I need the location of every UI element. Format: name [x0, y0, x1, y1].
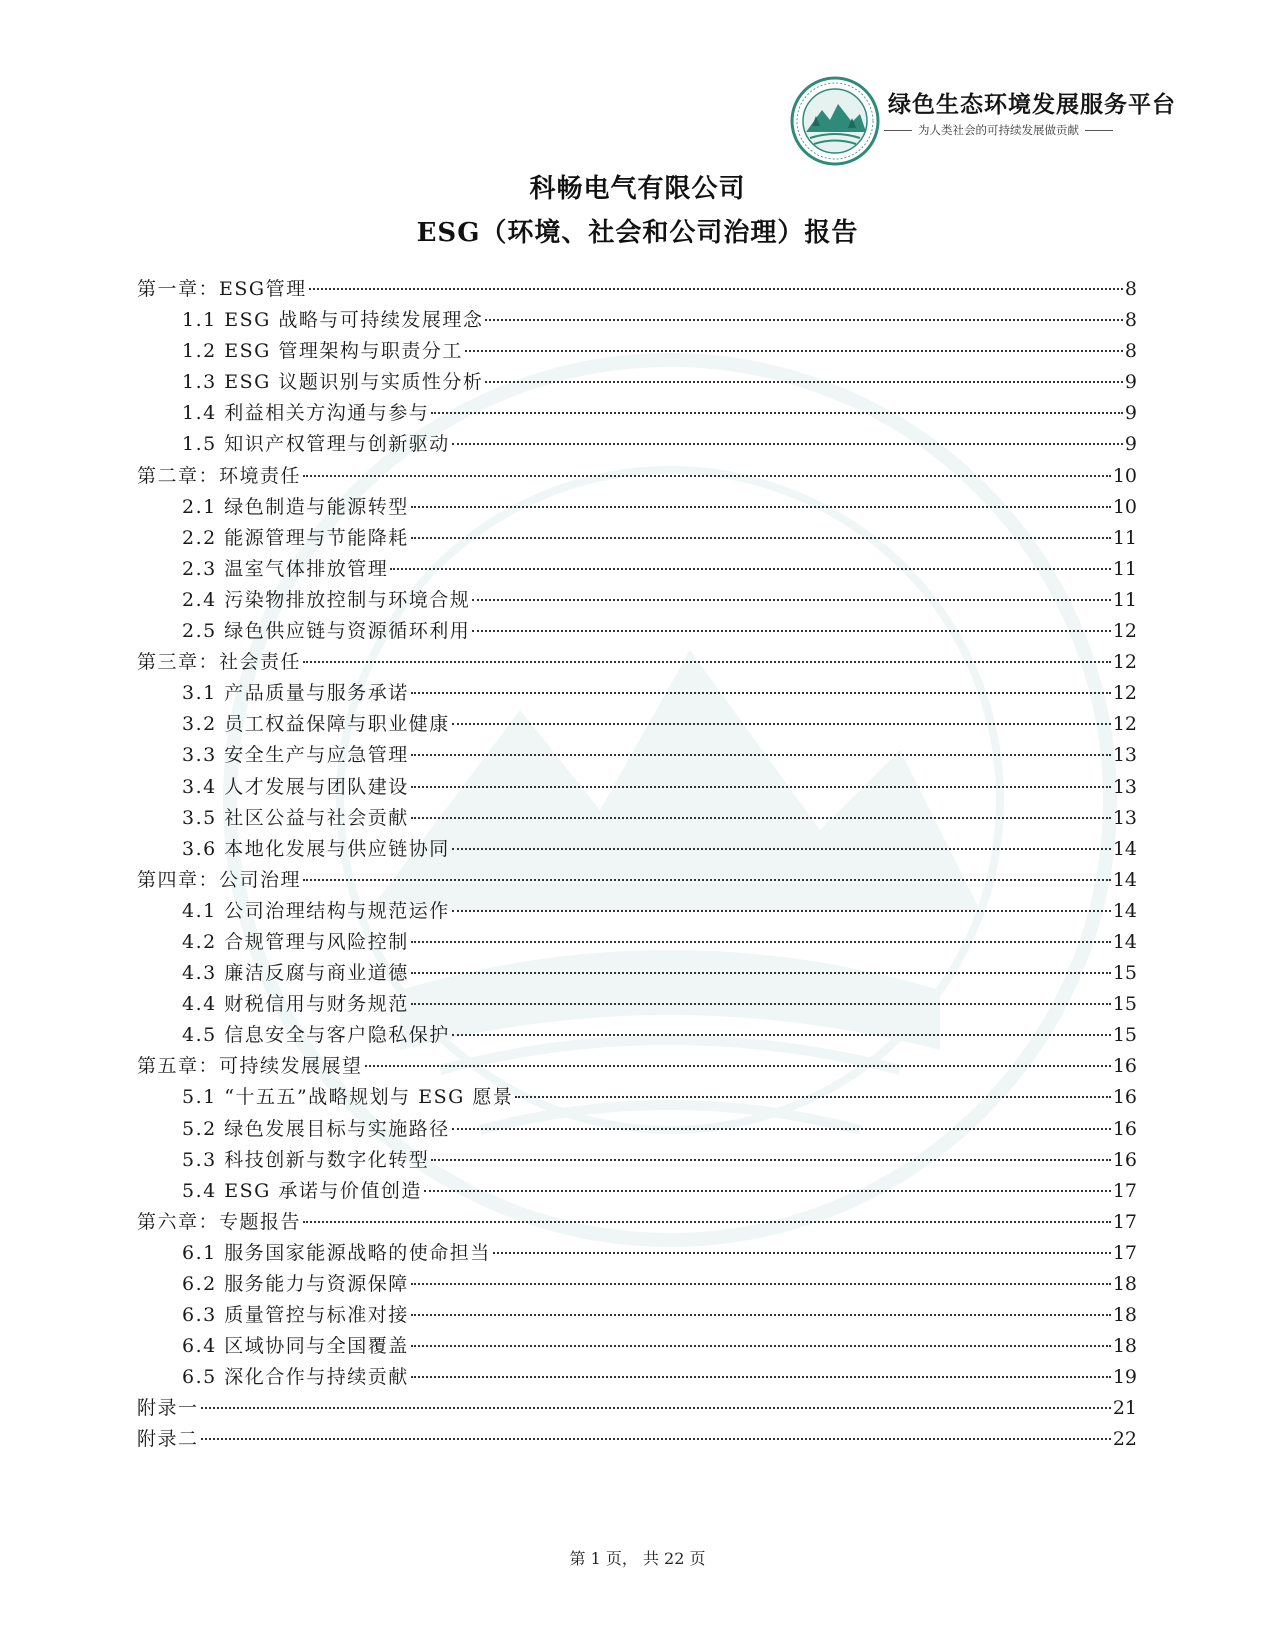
- toc-page-number: 16: [1112, 1117, 1137, 1140]
- toc-dot-leader: [411, 941, 1111, 943]
- toc-dot-leader: [201, 1438, 1111, 1440]
- toc-dot-leader: [472, 599, 1111, 601]
- toc-dot-leader: [411, 1345, 1111, 1347]
- toc-entry-title: 4.1 公司治理结构与规范运作: [182, 899, 450, 922]
- toc-page-number: 15: [1112, 1024, 1137, 1047]
- toc-dot-leader: [485, 381, 1123, 383]
- toc-dot-leader: [411, 817, 1111, 819]
- toc-dot-leader: [303, 661, 1111, 663]
- toc-entry-title: 5.3 科技创新与数字化转型: [182, 1148, 430, 1171]
- toc-entry-title: 6.3 质量管控与标准对接: [182, 1304, 409, 1327]
- toc-page-number: 9: [1124, 371, 1137, 394]
- toc-page-number: 17: [1112, 1210, 1137, 1233]
- toc-section-entry[interactable]: [137, 834, 1137, 865]
- slogan-dash-right: [1085, 130, 1113, 131]
- toc-section-entry[interactable]: [137, 523, 1137, 554]
- toc-dot-leader: [431, 412, 1123, 414]
- toc-section-entry[interactable]: [137, 709, 1137, 740]
- toc-entry-title: 5.4 ESG 承诺与价值创造: [182, 1179, 422, 1202]
- toc-entry-title: 2.1 绿色制造与能源转型: [182, 495, 409, 518]
- toc-entry-title: 3.4 人才发展与团队建设: [182, 775, 409, 798]
- toc-page-number: 12: [1112, 682, 1137, 705]
- toc-page-number: 13: [1112, 806, 1137, 829]
- toc-entry-title: 3.6 本地化发展与供应链协同: [182, 837, 450, 860]
- page-footer: 第 1 页， 共 22 页: [569, 1549, 706, 1568]
- toc-entry-title: 2.2 能源管理与节能降耗: [182, 526, 409, 549]
- toc-entry-title: 2.3 温室气体排放管理: [182, 557, 389, 580]
- toc-page-number: 13: [1112, 775, 1137, 798]
- toc-page-number: 19: [1112, 1366, 1137, 1389]
- brand-name: 绿色生态环境发展服务平台: [888, 92, 1176, 118]
- toc-dot-leader: [465, 350, 1123, 352]
- toc-section-entry[interactable]: [137, 1114, 1137, 1145]
- toc-entry-title: 6.4 区域协同与全国覆盖: [182, 1335, 409, 1358]
- toc-entry-title: 1.3 ESG 议题识别与实质性分析: [182, 371, 484, 394]
- toc-entry-title: 6.1 服务国家能源战略的使命担当: [182, 1241, 491, 1264]
- toc-page-number: 15: [1112, 993, 1137, 1016]
- toc-entry-title: 3.5 社区公益与社会贡献: [182, 806, 409, 829]
- brand-slogan: [884, 122, 1184, 138]
- toc-page-number: 13: [1112, 744, 1137, 767]
- toc-page-number: 15: [1112, 962, 1137, 985]
- toc-section-entry[interactable]: [137, 1362, 1137, 1393]
- toc-dot-leader: [411, 506, 1111, 508]
- toc-entry-title: 附录一: [137, 1397, 199, 1420]
- toc-section-entry[interactable]: [137, 927, 1137, 958]
- toc-chapter-entry[interactable]: [137, 1424, 1137, 1455]
- toc-dot-leader: [452, 1034, 1111, 1036]
- toc-page-number: 11: [1112, 526, 1137, 549]
- toc-section-entry[interactable]: [137, 1300, 1137, 1331]
- toc-section-entry[interactable]: [137, 429, 1137, 460]
- toc-entry-title: 4.3 廉洁反腐与商业道德: [182, 962, 409, 985]
- toc-dot-leader: [452, 910, 1111, 912]
- toc-page-number: 14: [1112, 899, 1137, 922]
- toc-section-entry[interactable]: [137, 896, 1137, 927]
- toc-entry-title: 2.4 污染物排放控制与环境合规: [182, 588, 471, 611]
- toc-section-entry[interactable]: [137, 772, 1137, 803]
- toc-section-entry[interactable]: [137, 989, 1137, 1020]
- toc-section-entry[interactable]: [137, 585, 1137, 616]
- toc-entry-title: 4.5 信息安全与客户隐私保护: [182, 1024, 450, 1047]
- toc-dot-leader: [493, 1252, 1111, 1254]
- toc-dot-leader: [452, 723, 1111, 725]
- toc-entry-title: 附录二: [137, 1428, 199, 1451]
- toc-entry-title: 4.2 合规管理与风险控制: [182, 930, 409, 953]
- toc-section-entry[interactable]: [137, 678, 1137, 709]
- toc-section-entry[interactable]: [137, 1020, 1137, 1051]
- company-title: 科畅电气有限公司: [529, 174, 746, 204]
- toc-page-number: 8: [1124, 278, 1137, 300]
- toc-section-entry[interactable]: [137, 1238, 1137, 1269]
- toc-page-number: 18: [1112, 1273, 1137, 1295]
- toc-dot-leader: [431, 1159, 1111, 1161]
- toc-entry-title: 5.1 “十五五”战略规划与 ESG 愿景: [182, 1086, 514, 1109]
- toc-dot-leader: [201, 1407, 1111, 1409]
- toc-entry-title: 第六章：专题报告: [137, 1210, 302, 1233]
- toc-page-number: 10: [1112, 464, 1137, 487]
- toc-chapter-entry[interactable]: [137, 1051, 1137, 1082]
- toc-entry-title: 第一章：ESG管理: [137, 278, 307, 300]
- toc-section-entry[interactable]: [137, 958, 1137, 989]
- toc-dot-leader: [452, 443, 1123, 445]
- toc-page-number: 11: [1112, 557, 1137, 580]
- toc-dot-leader: [411, 692, 1111, 694]
- toc-page-number: 21: [1112, 1397, 1137, 1420]
- toc-section-entry[interactable]: [137, 367, 1137, 398]
- toc-dot-leader: [411, 1376, 1111, 1378]
- toc-dot-leader: [365, 1065, 1111, 1067]
- toc-section-entry[interactable]: [137, 740, 1137, 771]
- toc-entry-title: 2.5 绿色供应链与资源循环利用: [182, 620, 471, 643]
- toc-chapter-entry[interactable]: [137, 461, 1137, 492]
- toc-dot-leader: [485, 319, 1123, 321]
- toc-dot-leader: [411, 754, 1111, 756]
- toc-entry-title: 1.2 ESG 管理架构与职责分工: [182, 340, 463, 363]
- toc-entry-title: 3.1 产品质量与服务承诺: [182, 682, 409, 705]
- toc-section-entry[interactable]: [137, 554, 1137, 585]
- toc-page-number: 16: [1112, 1055, 1137, 1078]
- toc-page-number: 14: [1112, 837, 1137, 860]
- toc-page-number: 10: [1112, 495, 1137, 518]
- toc-section-entry[interactable]: [137, 803, 1137, 834]
- toc-dot-leader: [309, 288, 1123, 290]
- toc-dot-leader: [452, 848, 1111, 850]
- toc-dot-leader: [411, 1283, 1111, 1285]
- toc-section-entry[interactable]: [137, 616, 1137, 647]
- toc-entry-title: 1.1 ESG 战略与可持续发展理念: [182, 309, 484, 332]
- toc-section-entry[interactable]: [137, 1176, 1137, 1207]
- slogan-text: 为人类社会的可持续发展做贡献: [918, 123, 1079, 137]
- toc-page-number: 16: [1112, 1148, 1137, 1171]
- toc-entry-title: 4.4 财税信用与财务规范: [182, 993, 409, 1016]
- toc-page-number: 8: [1124, 309, 1137, 332]
- toc-page-number: 22: [1112, 1428, 1137, 1451]
- toc-dot-leader: [390, 568, 1111, 570]
- toc-section-entry[interactable]: [137, 336, 1137, 367]
- toc-page-number: 17: [1112, 1241, 1137, 1264]
- toc-section-entry[interactable]: [137, 492, 1137, 523]
- toc-section-entry[interactable]: [137, 1331, 1137, 1362]
- toc-page-number: 11: [1112, 588, 1137, 611]
- toc-chapter-entry[interactable]: [137, 1393, 1137, 1424]
- toc-page-number: 14: [1112, 930, 1137, 953]
- toc-section-entry[interactable]: [137, 1145, 1137, 1176]
- toc-entry-title: 第五章：可持续发展展望: [137, 1055, 363, 1078]
- toc-entry-title: 3.2 员工权益保障与职业健康: [182, 713, 450, 736]
- toc-dot-leader: [411, 1003, 1111, 1005]
- toc-entry-title: 6.2 服务能力与资源保障: [182, 1273, 409, 1295]
- toc-page-number: 17: [1112, 1179, 1137, 1202]
- toc-dot-leader: [452, 1128, 1111, 1130]
- platform-seal-logo-icon: [790, 76, 880, 166]
- toc-chapter-entry[interactable]: [137, 647, 1137, 678]
- toc-page-number: 9: [1124, 402, 1137, 425]
- toc-chapter-entry[interactable]: [137, 1207, 1137, 1238]
- toc-dot-leader: [411, 1314, 1111, 1316]
- report-title: ESG（环境、社会和公司治理）报告: [416, 218, 859, 248]
- toc-dot-leader: [411, 786, 1111, 788]
- toc-page-number: 12: [1112, 713, 1137, 736]
- slogan-dash-left: [884, 130, 912, 131]
- toc-dot-leader: [472, 630, 1111, 632]
- toc-page-number: 18: [1112, 1335, 1137, 1358]
- toc-entry-title: 6.5 深化合作与持续贡献: [182, 1366, 409, 1389]
- toc-dot-leader: [515, 1096, 1110, 1098]
- toc-section-entry[interactable]: [137, 398, 1137, 429]
- toc-page-number: 12: [1112, 651, 1137, 674]
- toc-page-number: 8: [1124, 340, 1137, 363]
- toc-dot-leader: [411, 537, 1111, 539]
- toc-chapter-entry[interactable]: [137, 274, 1137, 305]
- toc-page-number: 14: [1112, 868, 1137, 891]
- toc-page-number: 12: [1112, 620, 1137, 643]
- table-of-contents: [137, 274, 1137, 1456]
- toc-entry-title: 3.3 安全生产与应急管理: [182, 744, 409, 767]
- toc-chapter-entry[interactable]: [137, 865, 1137, 896]
- toc-entry-title: 第二章：环境责任: [137, 464, 302, 487]
- toc-page-number: 18: [1112, 1304, 1137, 1327]
- header-logo: [790, 76, 880, 166]
- toc-entry-title: 1.4 利益相关方沟通与参与: [182, 402, 430, 425]
- toc-dot-leader: [411, 972, 1111, 974]
- toc-entry-title: 1.5 知识产权管理与创新驱动: [182, 433, 450, 456]
- toc-section-entry[interactable]: [137, 1269, 1137, 1300]
- toc-section-entry[interactable]: [137, 305, 1137, 336]
- toc-page-number: 16: [1112, 1086, 1137, 1109]
- toc-dot-leader: [303, 879, 1111, 881]
- toc-entry-title: 第三章：社会责任: [137, 651, 302, 674]
- toc-dot-leader: [303, 1221, 1111, 1223]
- toc-entry-title: 第四章：公司治理: [137, 868, 302, 891]
- toc-page-number: 9: [1124, 433, 1137, 456]
- toc-dot-leader: [424, 1190, 1111, 1192]
- toc-section-entry[interactable]: [137, 1082, 1137, 1113]
- toc-dot-leader: [303, 475, 1111, 477]
- toc-entry-title: 5.2 绿色发展目标与实施路径: [182, 1117, 450, 1140]
